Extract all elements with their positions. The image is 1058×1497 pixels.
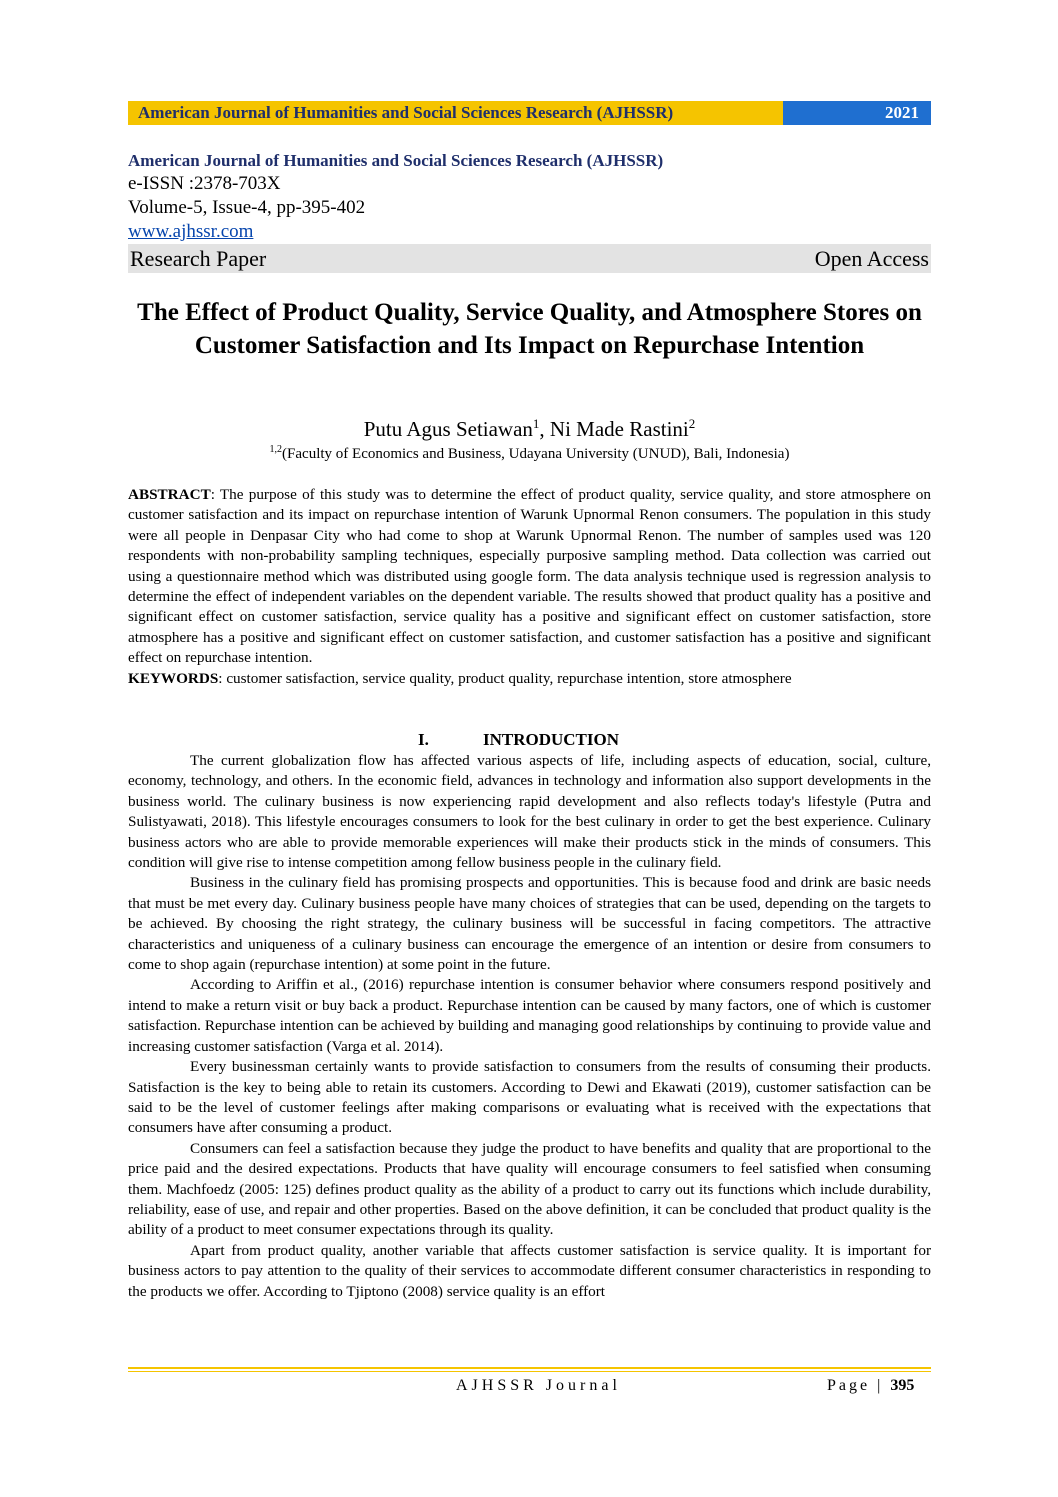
- author-1: Putu Agus Setiawan: [363, 417, 533, 441]
- abstract: [128, 485, 931, 689]
- paragraph: According to Ariffin et al., (2016) repurchase intention is consumer behavior where consumers respond positively and intend to make a return visit or buy back a product. Repurchase intention can be caused by many factors, one of which is customer satisfaction. Repurchase intention can be achieved by building and managing good relationships by continuing to provide value and increasing customer satisfaction (Varga et al. 2014).: [128, 976, 931, 1055]
- access-type: Open Access: [814, 245, 929, 271]
- paragraph: Consumers can feel a satisfaction because they judge the product to have benefits and quality that are proportional to the price paid and the desired expectations. Products that have quality will encourage consumers to feel satisfied when consuming them. Machfoedz (2005: 125) defines product quality as the ability of a product to carry out its functions which include durability, reliability, ease of use, and repair and other properties. Based on the above definition, it can be concluded that product quality is the ability of a product to meet consumer expectations through its quality.: [128, 1139, 931, 1239]
- footer-page: [827, 1376, 914, 1396]
- footer-rule: [128, 1367, 931, 1369]
- paper-type: Research Paper: [130, 245, 267, 271]
- paragraph: Apart from product quality, another variable that affects customer satisfaction is service quality. It is important for business actors to pay attention to the quality of their services to accommodate different consumer characteristics in responding to the products we offer. According to Tjiptono (2008) service quality is an effort: [128, 1241, 931, 1300]
- authors: [128, 410, 931, 443]
- author-2: Ni Made Rastini: [549, 417, 689, 441]
- header-journal-name: American Journal of Humanities and Social Sciences Research (AJHSSR): [128, 101, 783, 125]
- page-label: Page |: [827, 1377, 891, 1394]
- author-2-affil-mark: 2: [688, 416, 696, 431]
- abstract-text: : The purpose of this study was to determine the effect of product quality, service quality, and store atmosphere on customer satisfaction and its impact on repurchase intention of Warunk Upnormal Renon consumers. The population in this study were all people in Denpasar City who had come to shop at Warunk Upnormal Renon. The number of samples used was 120 respondents with non-probability sampling techniques, especially purposive sampling method. Data collection was carried out using a questionnaire method which was distributed using google form. The data analysis technique used is regression analysis to determine the effect of independent variables on the dependent variable. The results showed that product quality has a positive and significant effect on customer satisfaction, service quality has a positive and significant effect on customer satisfaction, store atmosphere has a positive and significant effect on customer satisfaction, and customer satisfaction has a positive and significant effect on repurchase intention.: [128, 486, 931, 667]
- paragraph: Every businessman certainly wants to provide satisfaction to consumers from the results of consuming their products. Satisfaction is the key to being able to retain its customers. According to Dewi and Ekawati (2019), customer satisfaction can be said to be the level of customer feelings after making comparisons or evaluating what is received with the expectations that consumers have after consuming a product.: [128, 1058, 931, 1137]
- footer-journal: AJHSSR Journal: [456, 1377, 621, 1394]
- affiliation-text: (Faculty of Economics and Business, Udayana University (UNUD), Bali, Indonesia): [282, 446, 790, 462]
- section-number: I.: [418, 730, 429, 749]
- affiliation-mark: 1,2: [269, 444, 283, 455]
- keywords-text: : customer satisfaction, service quality, product quality, repurchase intention, store atmosphere: [218, 669, 792, 687]
- section-title: INTRODUCTION: [483, 730, 620, 749]
- masthead: [128, 150, 931, 273]
- article-title: The Effect of Product Quality, Service Quality, and Atmosphere Stores on Customer Satisfaction and Its Impact on Repurchase Intention: [137, 299, 922, 359]
- journal-website-link[interactable]: www.ajhssr.com: [128, 221, 254, 242]
- abstract-label: ABSTRACT: [128, 486, 211, 503]
- header-year: 2021: [783, 101, 931, 125]
- masthead-journal-name: American Journal of Humanities and Social Sciences Research (AJHSSR): [128, 151, 664, 170]
- running-header: [128, 101, 931, 125]
- introduction-body: [128, 751, 931, 1302]
- issn: e-ISSN :2378-703X: [128, 173, 281, 194]
- volume-issue: Volume-5, Issue-4, pp-395-402: [128, 197, 366, 218]
- affiliation: [128, 440, 931, 464]
- author-separator: ,: [539, 417, 550, 441]
- page-number: 395: [890, 1377, 915, 1394]
- paragraph: Business in the culinary field has promising prospects and opportunities. This is because food and drink are basic needs that must be met every day. Culinary business people have many choices of strategies that can be used, depending on the targets to be achieved. By choosing the right strategy, the culinary business will be successful in facing competitors. The attractive characteristics and uniqueness of a culinary business can encourage the emergence of an intention or desire from consumers to come to shop again (repurchase intention) at some point in the future.: [128, 874, 931, 974]
- footer-rule-thin: [128, 1371, 931, 1372]
- paragraph: The current globalization flow has affected various aspects of life, including aspects of education, social, culture, economy, technology, and others. In the economic field, advances in technology and information also support developments in the business world. The culinary business is now experiencing rapid development and also reflects today's lifestyle (Putra and Sulistyawati, 2018). This lifestyle encourages consumers to look for the best culinary in order to get the best experience. Culinary business actors who are able to provide memorable experiences will make their products stick in the minds of consumers. This condition will give rise to intense competition among fellow business people in the culinary field.: [128, 752, 931, 872]
- keywords-label: KEYWORDS: [128, 669, 219, 687]
- paper-type-bar: [128, 244, 931, 273]
- author-1-affil-mark: 1: [532, 416, 540, 431]
